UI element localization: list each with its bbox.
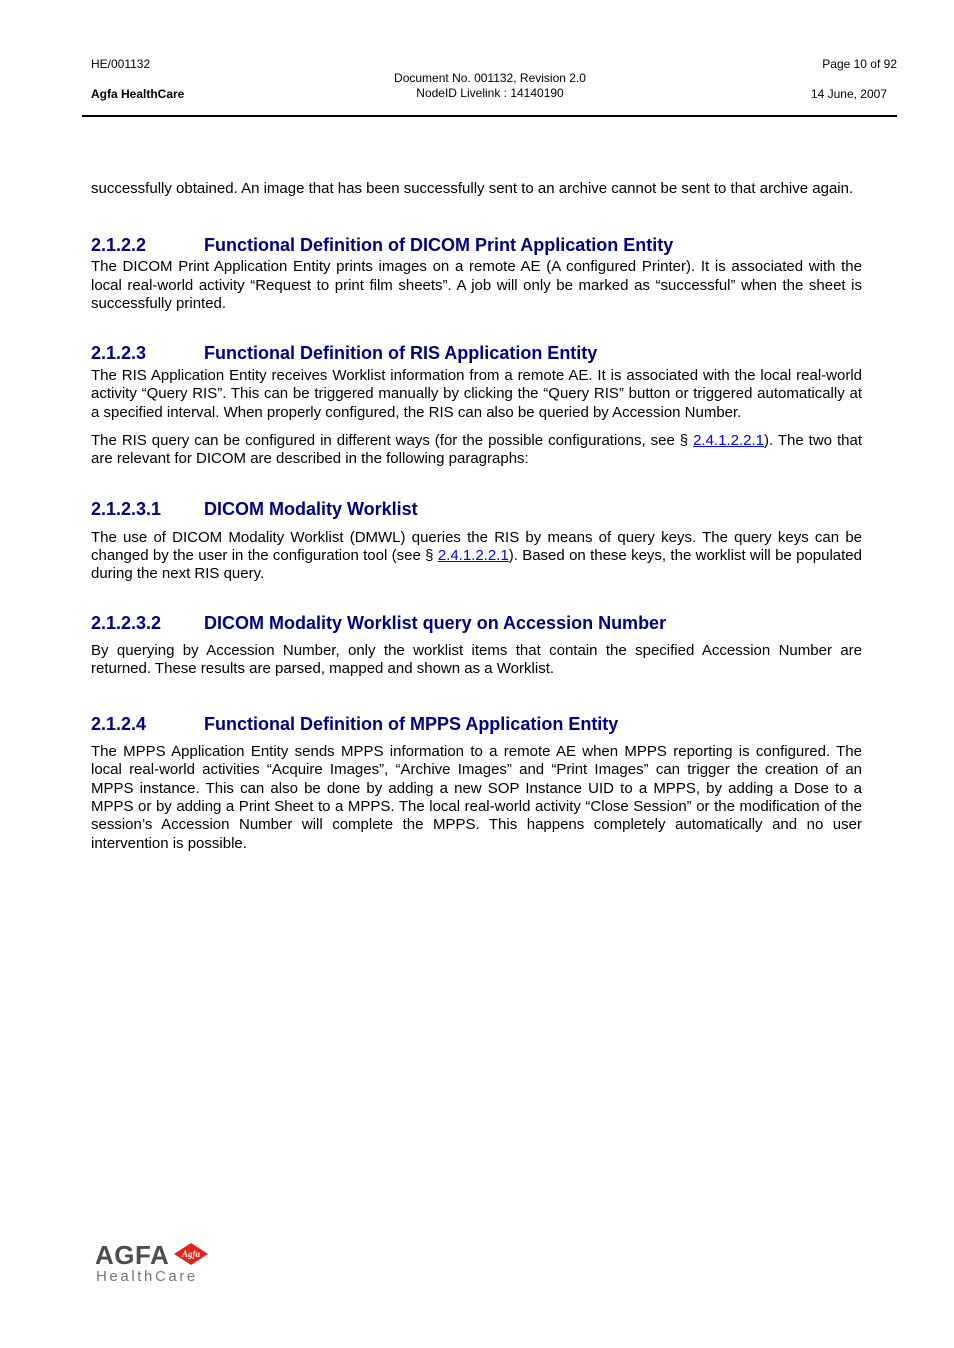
paragraph-2124: The MPPS Application Entity sends MPPS information to a remote AE when MPPS reporting is configured. The local real-world activities “Acquire Images”, “Archive Images” and “Print Images” can trigger the creation of an MPPS instance. This can also be done by adding a new SOP Instance UID to a MPPS, by adding a Dose to a MPPS or by adding a Print Sheet to a MPPS. The local real-world activity “Close Session” or the modification of the session’s Accession Number will complete the MPPS. This happens completely automatically and no user intervention is possible. (91, 743, 862, 852)
logo-wordmark: AGFA (95, 1240, 170, 1270)
text: ). The two that are relevant for DICOM are described in the following paragraphs: (91, 432, 862, 468)
cross-reference-link[interactable]: 2.4.1.2.2.1 (693, 432, 764, 450)
section-number: 2.1.2.3.1 (91, 498, 162, 519)
heading-2124 (91, 713, 862, 735)
paragraph-2123-b (91, 432, 862, 469)
doc-number: Document No. 001132, Revision 2.0 (394, 71, 586, 85)
doc-code: HE/001132 (91, 57, 151, 71)
page-content (91, 180, 862, 853)
section-title: DICOM Modality Worklist (204, 498, 418, 519)
section-title: Functional Definition of DICOM Print Application Entity (204, 235, 674, 256)
paragraph-2123-a: The RIS Application Entity receives Worklist information from a remote AE. It is associated with the local real-world activity “Query RIS”. This can be triggered manually by clicking the “Query RIS” button or triggered automatically at a specified interval. When properly configured, the RIS can also be queried by Accession Number. (91, 367, 862, 421)
section-title: DICOM Modality Worklist query on Accession Number (204, 612, 667, 633)
agfa-rhombus-icon (173, 1242, 209, 1266)
agfa-healthcare-logo (95, 1240, 215, 1290)
heading-2123 (91, 342, 862, 364)
paragraph-21231 (91, 529, 862, 584)
section-title: Functional Definition of RIS Application Entity (204, 343, 598, 364)
text: The RIS query can be configured in different ways (for the possible configurations, see § (91, 432, 694, 450)
cross-reference-link[interactable]: 2.4.1.2.2.1 (437, 546, 509, 564)
doc-date: 14 June, 2007 (810, 87, 887, 101)
paragraph-2122: The DICOM Print Application Entity prints images on a remote AE (A configured Printer). It is associated with the local real-world activity “Request to print film sheets”. A job will only be marked as “successful” when the sheet is successfully printed. (91, 258, 862, 312)
node-id: NodeID Livelink : 14140190 (416, 86, 564, 100)
page-number: Page 10 of 92 (822, 57, 897, 71)
paragraph-21232: By querying by Accession Number, only the worklist items that contain the specified Accession Number are returned. These results are parsed, mapped and shown as a Worklist. (91, 641, 862, 677)
doc-info (300, 71, 680, 101)
section-number: 2.1.2.3 (91, 343, 147, 364)
text: ). Based on these keys, the worklist will be populated during the next RIS query. (91, 546, 862, 583)
intro-paragraph: successfully obtained. An image that has been successfully sent to an archive cannot be sent to that archive again. (91, 180, 854, 197)
section-number: 2.1.2.3.2 (91, 612, 162, 633)
svg-text:Agfa: Agfa (182, 1249, 200, 1259)
text: The use of DICOM Modality Worklist (DMWL) queries the RIS by means of query keys. The query keys can be changed by the user in the configuration tool (see § (91, 528, 862, 564)
logo-subtitle: HealthCare (96, 1268, 198, 1285)
company-name: Agfa HealthCare (91, 87, 185, 101)
heading-21232 (91, 612, 862, 634)
section-title: Functional Definition of MPPS Application Entity (204, 714, 619, 735)
heading-21231 (91, 498, 862, 520)
section-number: 2.1.2.4 (91, 714, 147, 735)
header-divider (82, 115, 897, 117)
section-number: 2.1.2.2 (91, 235, 147, 256)
heading-2122 (91, 234, 862, 256)
